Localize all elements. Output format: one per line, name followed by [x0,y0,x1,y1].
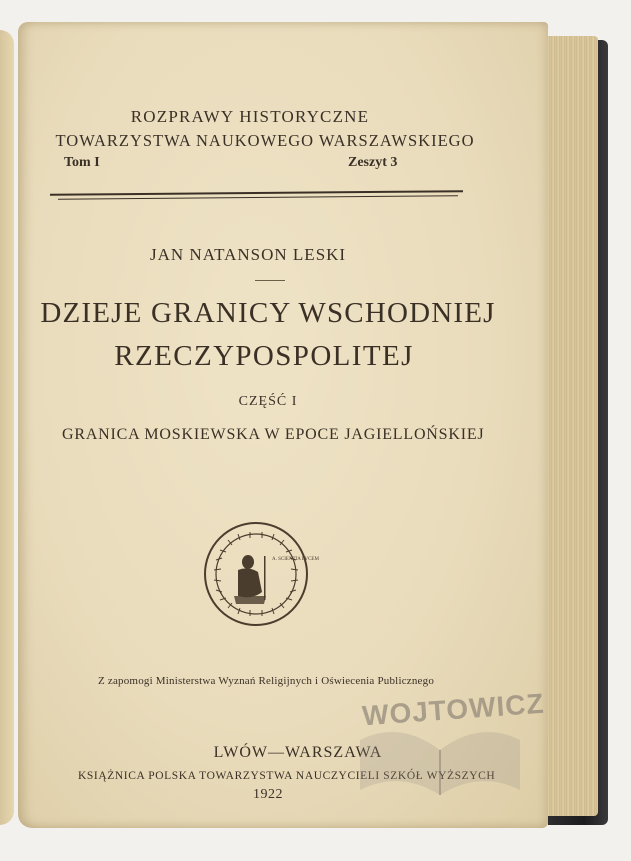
author-divider [255,280,285,281]
part-label: CZĘŚĆ I [238,394,298,409]
imprint-publisher: KSIĄŻNICA POLSKA TOWARZYSTWA NAUCZYCIELI SZKÓŁ WYŻSZYCH [78,770,496,782]
series-title-line1: ROZPRAWY HISTORYCZNE [130,107,370,126]
watermark-text: WOJTOWICZ [361,687,546,732]
issue-label: Zeszyt 3 [348,155,398,170]
society-seal-icon [202,520,319,628]
book-title-line2: RZECZYPOSPOLITEJ [114,340,414,372]
book-title-line1: DZIEJE GRANICY WSCHODNIEJ [40,297,496,329]
header-rule-thin [58,195,458,199]
left-page-edge [0,30,14,825]
book-subtitle: GRANICA MOSKIEWSKA W EPOCE JAGIELLOŃSKIEJ [62,426,485,443]
volume-label: Tom I [64,155,100,170]
support-note: Z zapomogi Ministerstwa Wyznań Religijnych i Oświecenia Publicznego [98,675,435,687]
series-title-line2: TOWARZYSTWA NAUKOWEGO WARSZAWSKIEGO [55,131,475,150]
author-name: JAN NATANSON LESKI [150,245,347,264]
imprint-year: 1922 [253,787,283,802]
imprint-place: LWÓW—WARSZAWA [213,744,383,761]
seal-inner-text: A. SCIENTIA LVCEM [272,557,319,562]
